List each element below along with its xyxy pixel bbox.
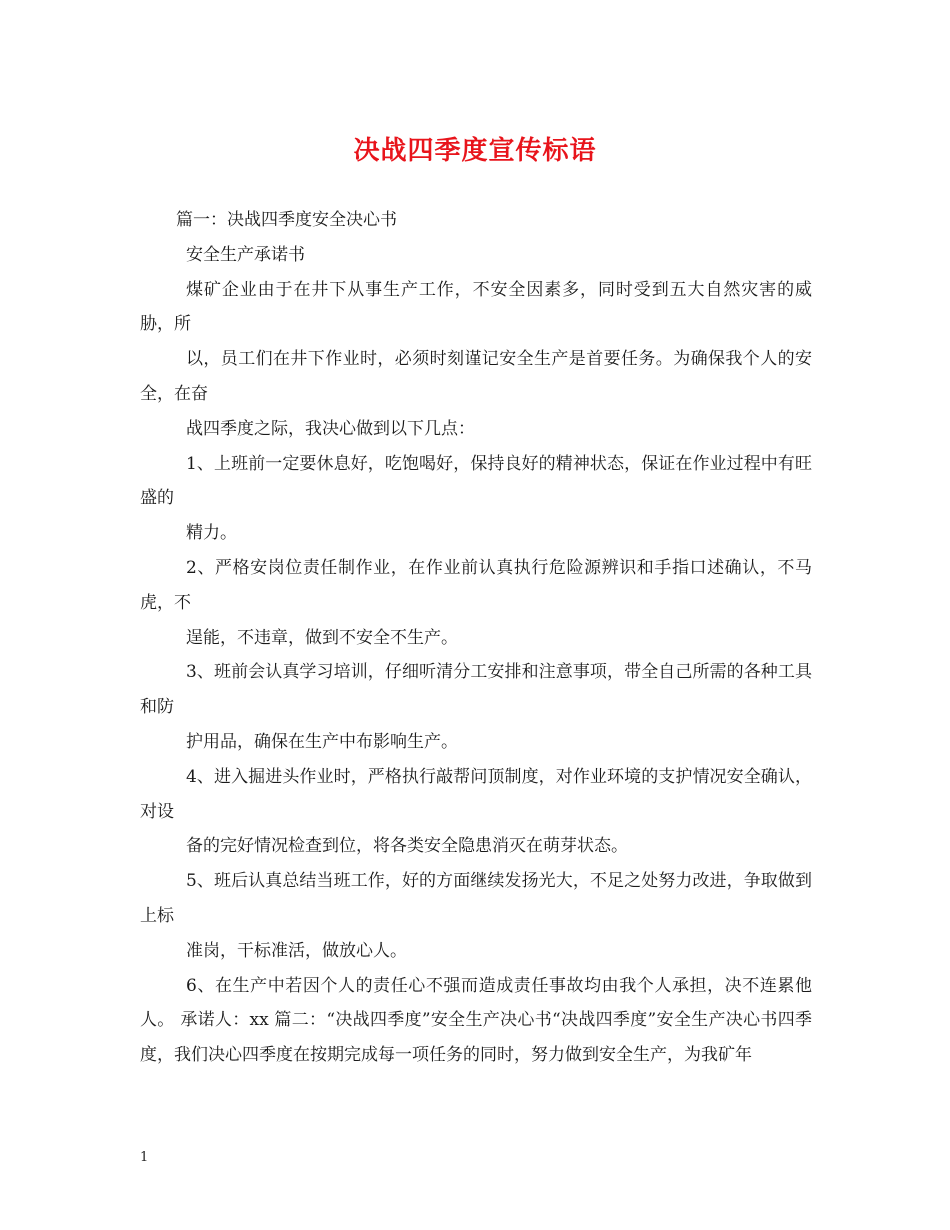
list-item: 2、严格安岗位责任制作业，在作业前认真执行危险源辨识和手指口述确认，不马虎，不 xyxy=(140,557,812,613)
list-item: 3、班前会认真学习培训，仔细听清分工安排和注意事项，带全自己所需的各种工具和防 xyxy=(140,662,812,718)
paragraph: 以，员工们在井下作业时，必须时刻谨记安全生产是首要任务。为确保我个人的安全，在奋 xyxy=(140,349,812,404)
document-title: 决战四季度宣传标语 xyxy=(353,136,597,166)
paragraph: 战四季度之际，我决心做到以下几点： xyxy=(186,418,475,439)
page-number: 1 xyxy=(140,1150,149,1165)
list-item: 4、进入掘进头作业时，严格执行敲帮问顶制度，对作业环境的支护情况安全确认，对设 xyxy=(140,766,812,822)
list-item-continuation: 精力。 xyxy=(186,523,237,544)
subheading: 安全生产承诺书 xyxy=(186,244,305,265)
paragraph: 煤矿企业由于在井下从事生产工作，不安全因素多，同时受到五大自然灾害的威胁，所 xyxy=(140,279,812,335)
list-item: 1、上班前一定要休息好，吃饱喝好，保持良好的精神状态，保证在作业过程中有旺盛的 xyxy=(140,453,812,509)
section-heading: 篇一：决战四季度安全决心书 xyxy=(176,210,397,230)
list-item-continuation: 护用品，确保在生产中布影响生产。 xyxy=(186,731,458,752)
list-item-continuation: 准岗，干标准活，做放心人。 xyxy=(186,940,407,961)
document-body xyxy=(140,203,812,1073)
list-item: 6、在生产中若因个人的责任心不强而造成责任事故均由我个人承担，决不连累他人。 承诺人：xx 篇二：“决战四季度”安全生产决心书“决战四季度”安全生产决心书四季度，我们决心四季度在按期完成每一项任务的同时，努力做到安全生产，为我矿年 xyxy=(140,975,812,1066)
list-item: 5、班后认真总结当班工作，好的方面继续发扬光大，不足之处努力改进，争取做到上标 xyxy=(140,871,812,926)
list-item-continuation: 逞能，不违章，做到不安全不生产。 xyxy=(186,627,458,648)
list-item-continuation: 备的完好情况检查到位，将各类安全隐患消灭在萌芽状态。 xyxy=(186,836,628,857)
